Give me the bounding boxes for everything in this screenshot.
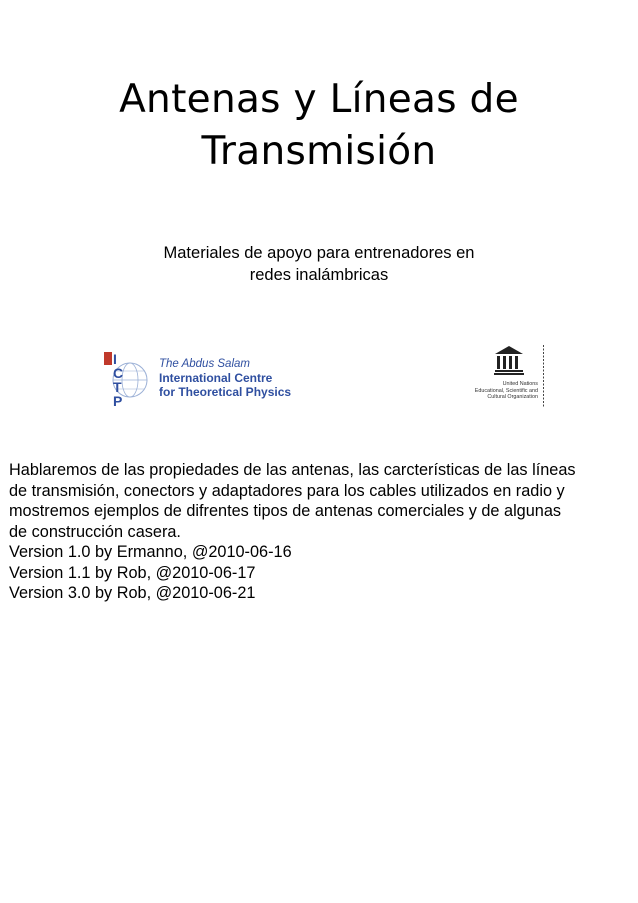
unesco-logo (460, 345, 548, 407)
page-subtitle (0, 242, 638, 286)
unesco-line-3: Cultural Organization (487, 394, 538, 400)
description-line: Hablaremos de las propiedades de las antenas, las carcterísticas de las líneas (9, 461, 576, 479)
ictp-globe-icon (104, 350, 148, 410)
ictp-line-2: International Centre (159, 371, 273, 385)
unesco-logo-text (460, 381, 538, 401)
description-line: de transmisión, conectors y adaptadores para los cables utilizados en radio y (9, 481, 565, 500)
version-line: Version 1.1 by Rob, @2010-06-17 (9, 563, 256, 582)
subtitle-line-1: Materiales de apoyo para entrenadores en (163, 244, 475, 262)
ictp-letter-i: I (113, 351, 117, 367)
ictp-logo (104, 350, 304, 410)
version-line: Version 1.0 by Ermanno, @2010-06-16 (9, 543, 292, 561)
description-block (9, 460, 634, 604)
ictp-letter-t: T (113, 379, 122, 395)
unesco-line-1: United Nations (502, 381, 538, 387)
subtitle-line-2: redes inalámbricas (249, 266, 389, 284)
unesco-temple-icon (494, 345, 524, 375)
title-line-2: Transmisión (201, 129, 437, 174)
version-line: Version 3.0 by Rob, @2010-06-21 (9, 584, 256, 602)
ictp-line-1: The Abdus Salam (159, 358, 250, 370)
description-line: de construcción casera. (9, 522, 181, 541)
ictp-logo-text (159, 358, 307, 399)
page-title (0, 74, 638, 178)
ictp-letter-p: P (113, 393, 123, 409)
unesco-divider (541, 345, 546, 407)
ictp-letter-c: C (113, 365, 124, 381)
description-line: mostremos ejemplos de difrentes tipos de antenas comerciales y de algunas (9, 502, 562, 520)
title-line-1: Antenas y Líneas de (119, 77, 519, 122)
ictp-line-3: for Theoretical Physics (159, 385, 292, 399)
unesco-line-2: Educational, Scientific and (474, 387, 538, 394)
